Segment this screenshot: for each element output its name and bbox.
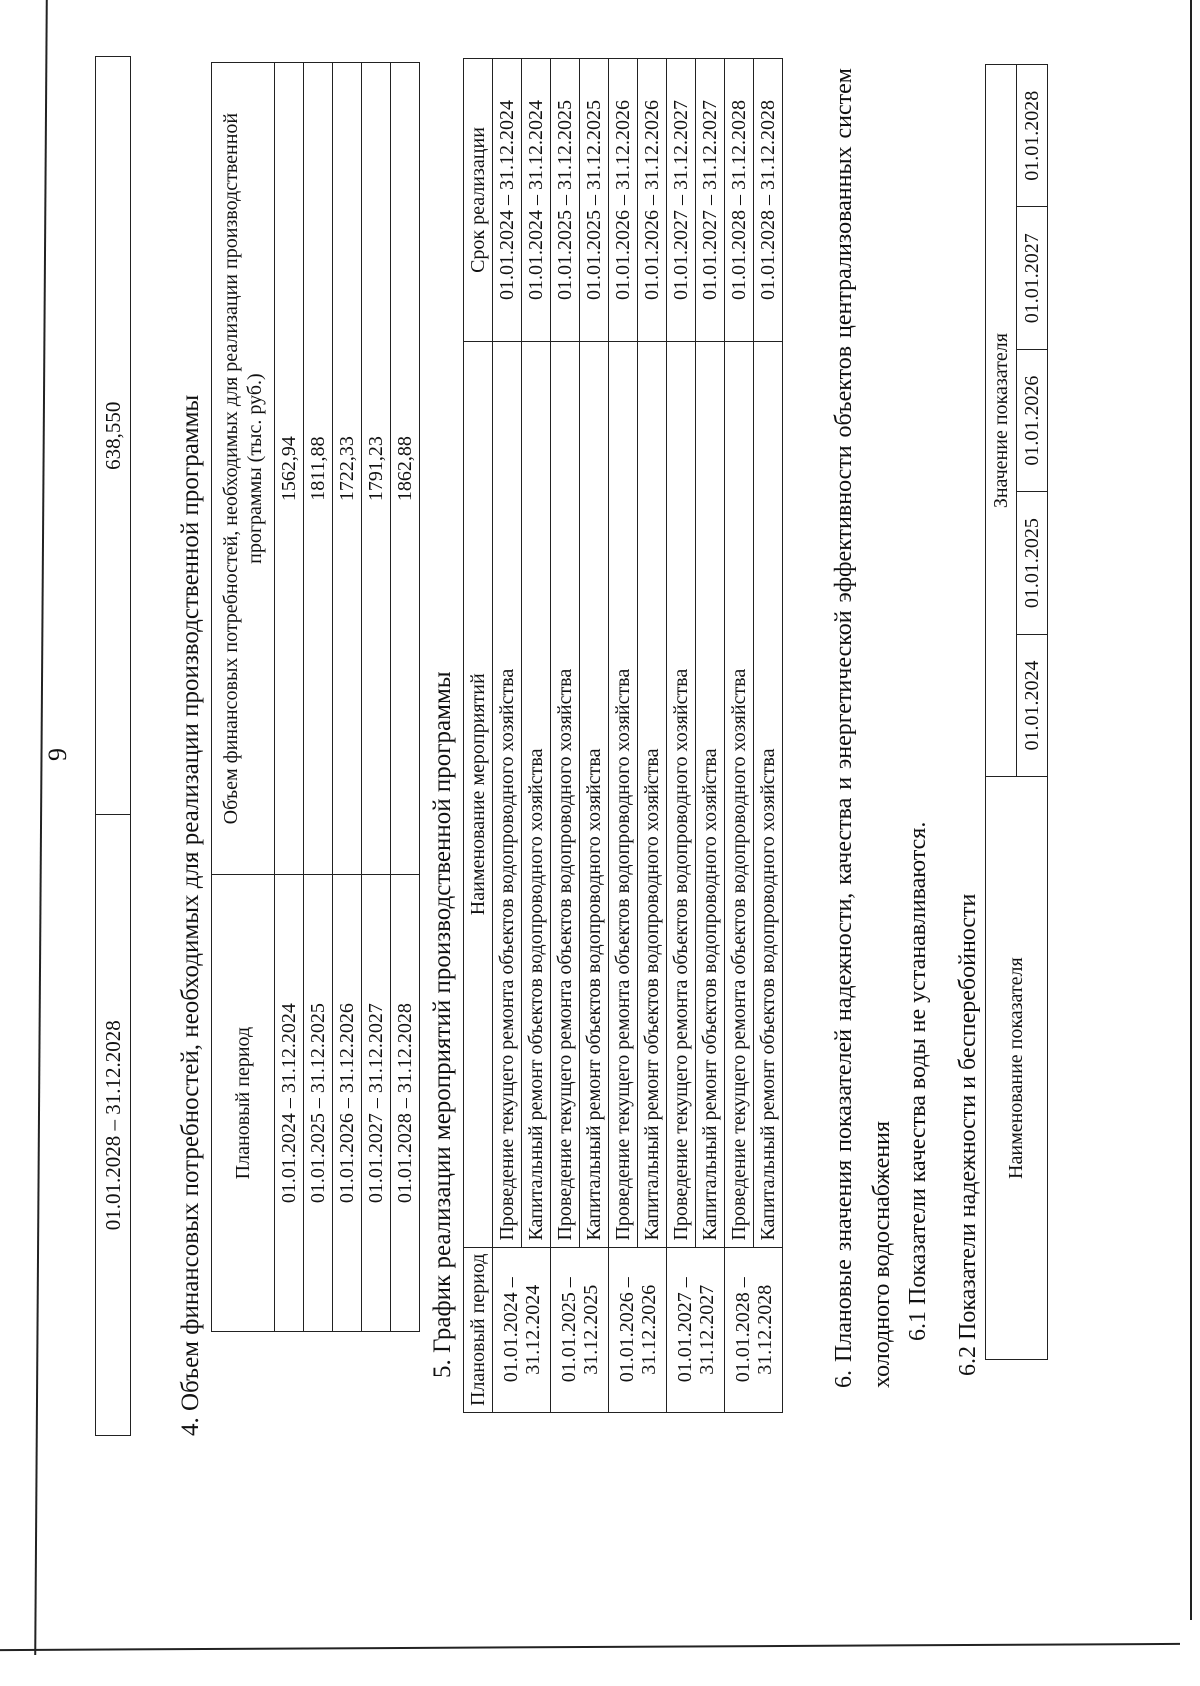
date-cell: 01.01.2025 xyxy=(1017,492,1048,634)
period-cell: 01.01.2026 – 31.12.2026 xyxy=(333,875,362,1332)
period-cell: 01.01.2028 – 31.12.2028 xyxy=(725,1247,783,1412)
activity-cell: Проведение текущего ремонта объектов водопроводного хозяйства xyxy=(609,342,638,1248)
table-header-row xyxy=(212,63,275,1332)
date-cell: 01.01.2027 xyxy=(1017,207,1048,349)
activity-cell: Капитальный ремонт объектов водопроводного хозяйства xyxy=(754,342,783,1248)
header-indicator-name: Наименование показателя xyxy=(986,777,1048,1360)
period-cell: 01.01.2025 – 31.12.2025 xyxy=(304,875,333,1332)
period-cell: 01.01.2025 – 31.12.2025 xyxy=(551,1247,609,1412)
schedule-table xyxy=(463,58,783,1413)
activity-cell: Капитальный ремонт объектов водопроводного хозяйства xyxy=(696,342,725,1248)
reliability-table xyxy=(985,64,1048,1360)
table-row xyxy=(754,59,783,1413)
rotated-page xyxy=(0,56,1043,1616)
section-6-title: 6. Плановые значения показателей надежности, качества и энергетической эффективности объектов централизованных систем холодного водоснабжения xyxy=(831,68,895,1388)
table-row xyxy=(304,63,333,1332)
value-cell: 1811,88 xyxy=(304,63,333,875)
term-cell: 01.01.2024 – 31.12.2024 xyxy=(522,59,551,342)
table-row xyxy=(580,59,609,1413)
section-6-1-text: 6.1 Показатели качества воды не устанавливаются. xyxy=(905,821,931,1341)
period-cell: 01.01.2028 – 31.12.2028 xyxy=(391,875,420,1332)
date-cell: 01.01.2026 xyxy=(1017,349,1048,491)
term-cell: 01.01.2028 – 31.12.2028 xyxy=(725,59,754,342)
activity-cell: Капитальный ремонт объектов водопроводного хозяйства xyxy=(580,342,609,1248)
value-cell: 1791,23 xyxy=(362,63,391,875)
value-cell: 1562,94 xyxy=(275,63,304,875)
table-row xyxy=(275,63,304,1332)
period-cell: 01.01.2027 – 31.12.2027 xyxy=(667,1247,725,1412)
period-cell: 01.01.2027 – 31.12.2027 xyxy=(362,875,391,1332)
header-term: Срок реализации xyxy=(464,59,493,342)
activity-cell: Проведение текущего ремонта объектов водопроводного хозяйства xyxy=(493,342,522,1248)
table-header-row xyxy=(464,59,493,1413)
table-row xyxy=(391,63,420,1332)
page-number: 9 xyxy=(43,748,72,761)
date-cell: 01.01.2028 xyxy=(1017,65,1048,208)
table-row xyxy=(333,63,362,1332)
header-activity: Наименование мероприятий xyxy=(464,342,493,1248)
value-cell: 638,550 xyxy=(96,57,131,815)
section-5-title: 5. График реализации мероприятий производственной программы xyxy=(429,671,456,1378)
activity-cell: Капитальный ремонт объектов водопроводного хозяйства xyxy=(522,342,551,1248)
previous-table-end xyxy=(95,56,131,1436)
table-header-row xyxy=(986,65,1017,1360)
period-cell: 01.01.2024 – 31.12.2024 xyxy=(275,875,304,1332)
term-cell: 01.01.2026 – 31.12.2026 xyxy=(638,59,667,342)
table-row xyxy=(493,59,522,1413)
value-cell: 1722,33 xyxy=(333,63,362,875)
activity-cell: Капитальный ремонт объектов водопроводного хозяйства xyxy=(638,342,667,1248)
term-cell: 01.01.2027 – 31.12.2027 xyxy=(667,59,696,342)
term-cell: 01.01.2027 – 31.12.2027 xyxy=(696,59,725,342)
table-row xyxy=(522,59,551,1413)
header-volume: Объем финансовых потребностей, необходимых для реализации производственной программы (тыс. руб.) xyxy=(212,63,275,875)
term-cell: 01.01.2026 – 31.12.2026 xyxy=(609,59,638,342)
section-4-title: 4. Объем финансовых потребностей, необходимых для реализации производственной программы xyxy=(177,394,204,1436)
scan-right-edge xyxy=(1190,0,1192,1620)
table-row xyxy=(667,59,696,1413)
activity-cell: Проведение текущего ремонта объектов водопроводного хозяйства xyxy=(725,342,754,1248)
activity-cell: Проведение текущего ремонта объектов водопроводного хозяйства xyxy=(551,342,580,1248)
table-row xyxy=(551,59,580,1413)
scan-bottom-edge xyxy=(0,1643,1180,1651)
term-cell: 01.01.2025 – 31.12.2025 xyxy=(580,59,609,342)
header-period: Плановый период xyxy=(212,875,275,1332)
table-row xyxy=(96,57,131,1436)
term-cell: 01.01.2024 – 31.12.2024 xyxy=(493,59,522,342)
header-period: Плановый период xyxy=(464,1247,493,1412)
finance-table xyxy=(211,62,420,1332)
section-6-2-title: 6.2 Показатели надежности и бесперебойности xyxy=(955,893,981,1376)
period-cell: 01.01.2028 – 31.12.2028 xyxy=(96,815,131,1436)
table-row xyxy=(362,63,391,1332)
table-row xyxy=(609,59,638,1413)
table-row xyxy=(725,59,754,1413)
term-cell: 01.01.2028 – 31.12.2028 xyxy=(754,59,783,342)
table-row xyxy=(696,59,725,1413)
period-cell: 01.01.2024 – 31.12.2024 xyxy=(493,1247,551,1412)
table-row xyxy=(638,59,667,1413)
value-cell: 1862,88 xyxy=(391,63,420,875)
date-cell: 01.01.2024 xyxy=(1017,634,1048,776)
header-indicator-value: Значение показателя xyxy=(986,65,1017,777)
term-cell: 01.01.2025 – 31.12.2025 xyxy=(551,59,580,342)
period-cell: 01.01.2026 – 31.12.2026 xyxy=(609,1247,667,1412)
activity-cell: Проведение текущего ремонта объектов водопроводного хозяйства xyxy=(667,342,696,1248)
